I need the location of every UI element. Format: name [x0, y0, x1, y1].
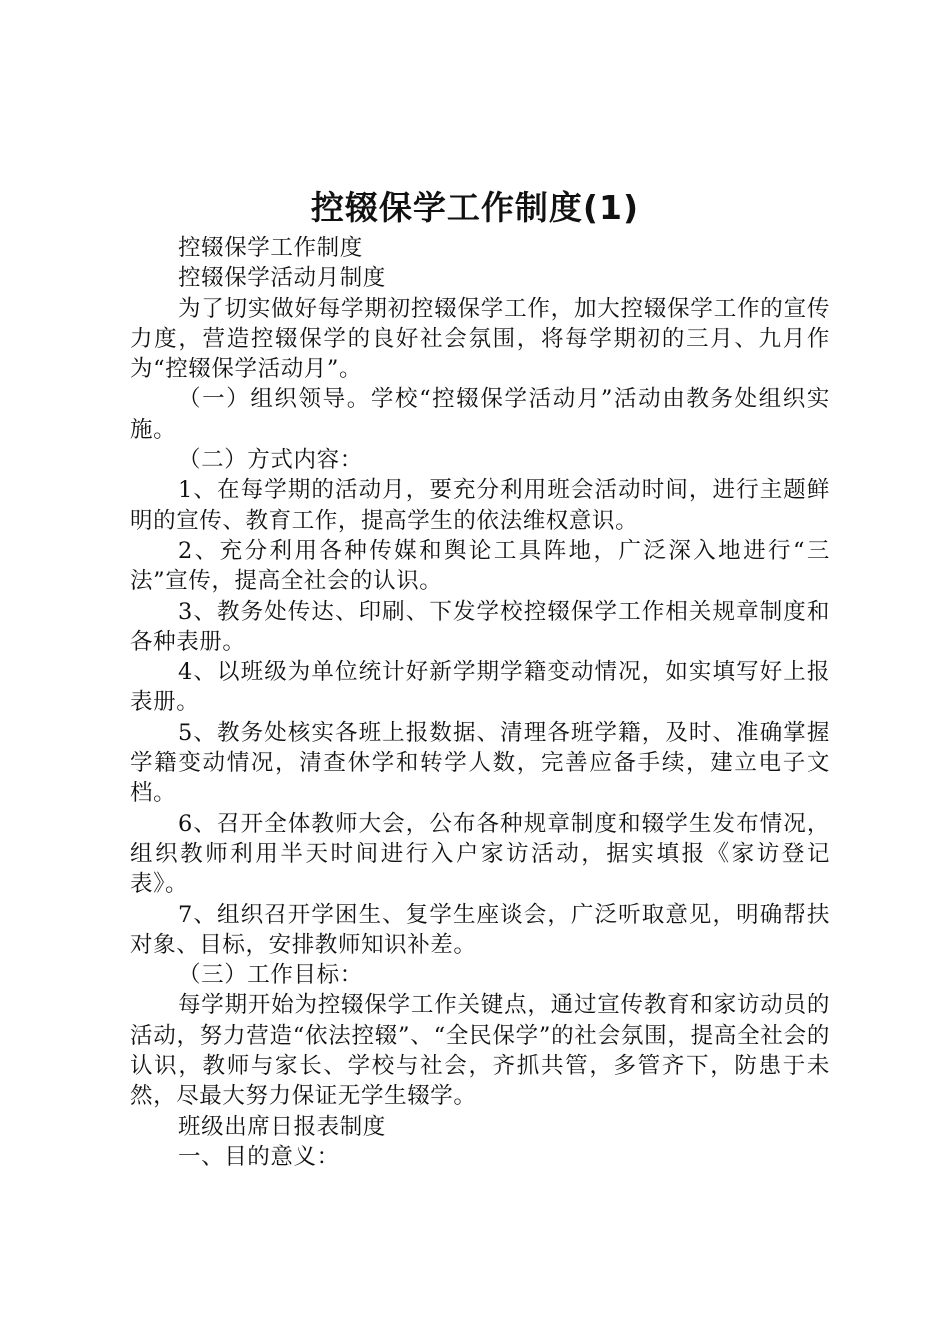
document-title: 控辍保学工作制度(1) — [310, 188, 640, 227]
section-heading-methods: （二）方式内容： — [178, 447, 363, 474]
list-item-2: 2、充分利用各种传媒和舆论工具阵地，广泛深入地进行“三法”宣传，提高全社会的认识。 — [130, 537, 830, 595]
section-heading-purpose: 一、目的意义： — [178, 1143, 340, 1170]
document-body — [130, 233, 830, 1172]
list-item-1: 1、在每学期的活动月，要充分利用班会活动时间，进行主题鲜明的宣传、教育工作，提高学生的依法维权意识。 — [130, 477, 830, 534]
list-item-6: 6、召开全体教师大会，公布各种规章制度和辍学生发布情况，组织教师利用半天时间进行入户家访活动，据实填报《家访登记表》。 — [130, 810, 830, 898]
subtitle-attendance-report: 班级出席日报表制度 — [178, 1113, 386, 1140]
list-item-5: 5、教务处核实各班上报数据、清理各班学籍，及时、准确掌握学籍变动情况，清查休学和转学人数，完善应备手续，建立电子文档。 — [130, 719, 830, 807]
paragraph-organization: （一）组织领导。学校“控辍保学活动月”活动由教务处组织实施。 — [130, 386, 830, 443]
paragraph-goals: 每学期开始为控辍保学工作关键点，通过宣传教育和家访动员的活动，努力营造“依法控辍”、“全民保学”的社会氛围，提高全社会的认识，教师与家长、学校与社会，齐抓共管，多管齐下，防患于未然，尽最大努力保证无学生辍学。 — [130, 992, 830, 1110]
paragraph-intro: 为了切实做好每学期初控辍保学工作，加大控辍保学工作的宣传力度，营造控辍保学的良好社会氛围，将每学期初的三月、九月作为“控辍保学活动月”。 — [130, 295, 830, 383]
section-heading-goals: （三）工作目标： — [178, 962, 363, 989]
subtitle-activity-month: 控辍保学活动月制度 — [178, 265, 386, 292]
list-item-7: 7、组织召开学困生、复学生座谈会，广泛听取意见，明确帮扶对象、目标，安排教师知识补差。 — [130, 901, 830, 958]
subtitle-control-dropout: 控辍保学工作制度 — [178, 235, 363, 261]
list-item-4: 4、以班级为单位统计好新学期学籍变动情况，如实填写好上报表册。 — [130, 659, 830, 716]
list-item-3: 3、教务处传达、印刷、下发学校控辍保学工作相关规章制度和各种表册。 — [130, 598, 830, 655]
